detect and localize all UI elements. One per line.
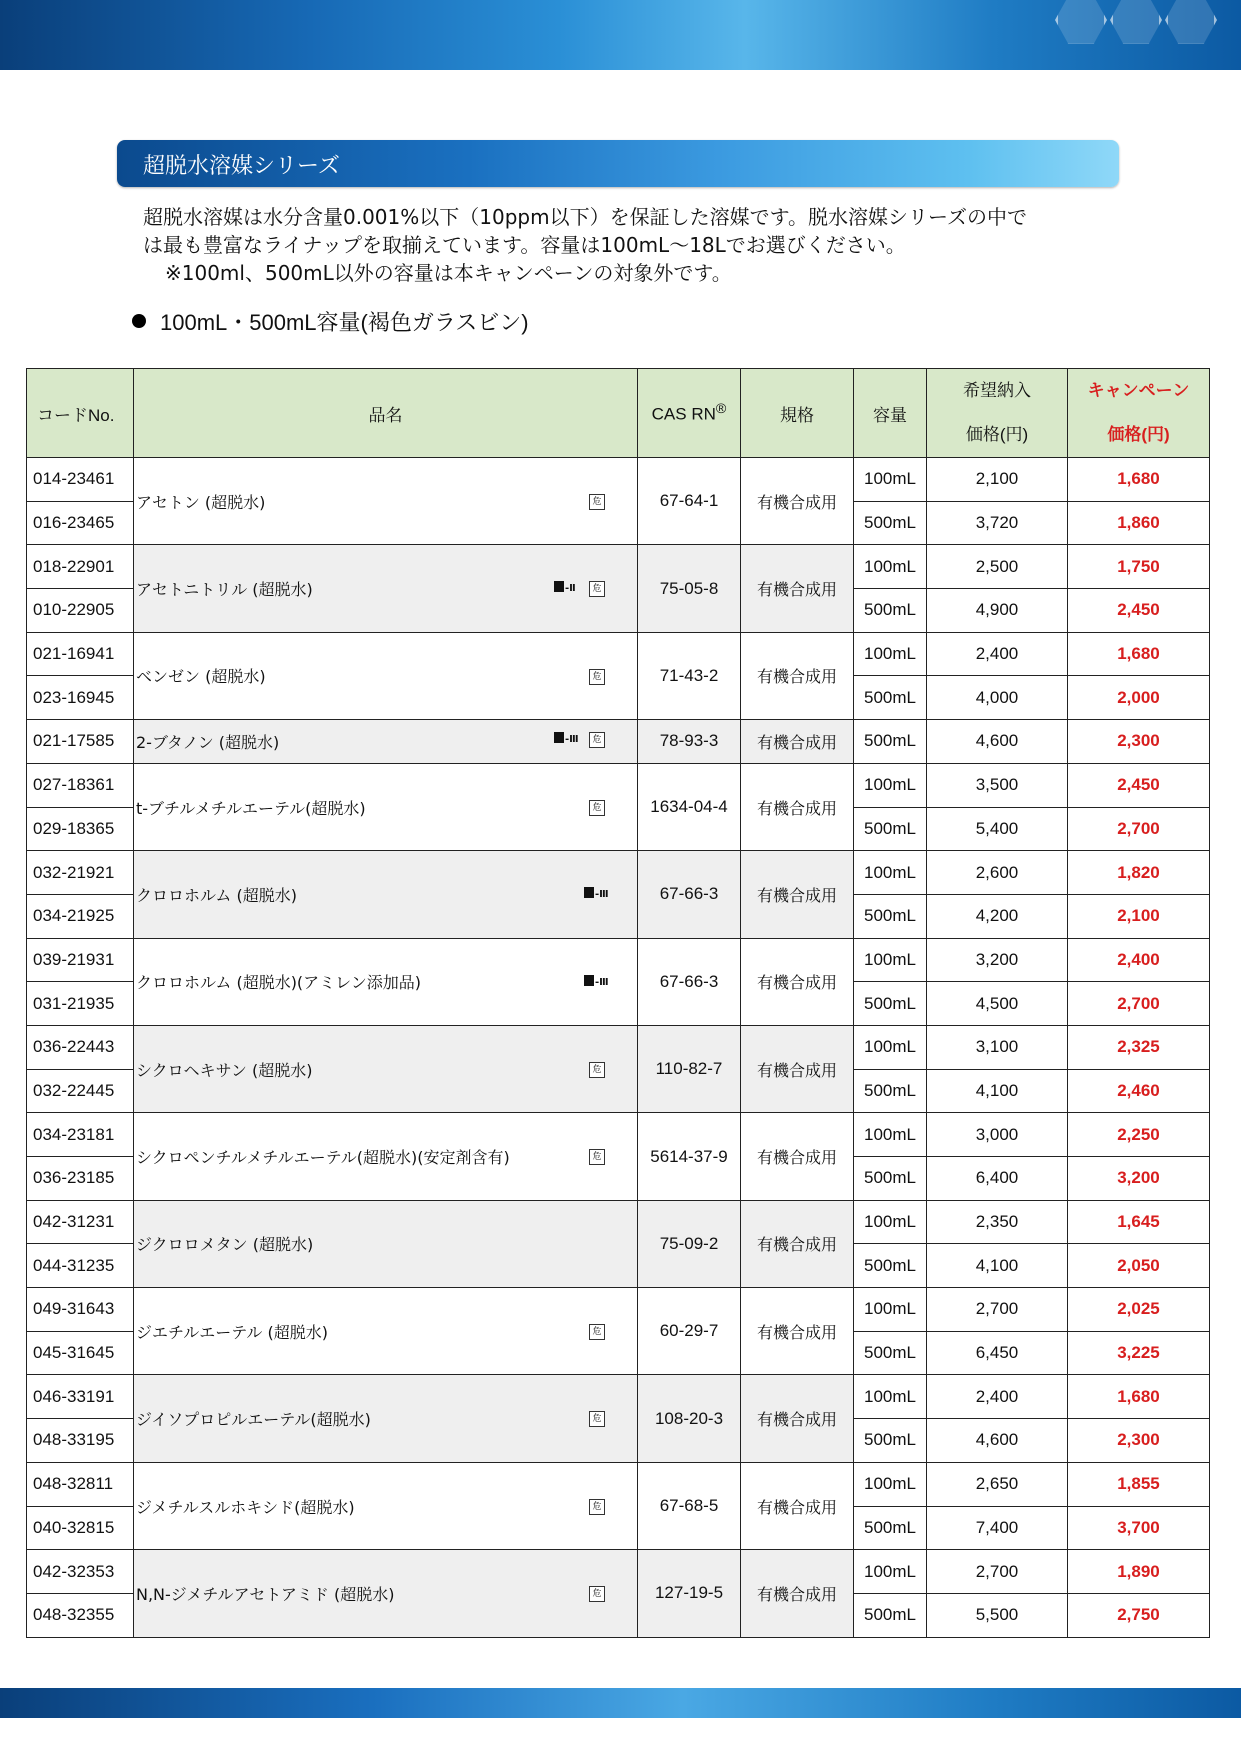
capacity-cell: 500mL bbox=[854, 1069, 927, 1113]
cas-cell: 78-93-3 bbox=[638, 720, 741, 764]
campaign-price-cell: 3,200 bbox=[1068, 1157, 1210, 1201]
list-price-cell: 3,100 bbox=[927, 1025, 1068, 1069]
law-mark-icon bbox=[584, 887, 609, 900]
campaign-price-cell: 2,700 bbox=[1068, 982, 1210, 1026]
campaign-price-cell: 1,645 bbox=[1068, 1200, 1210, 1244]
list-price-cell: 5,400 bbox=[927, 807, 1068, 851]
product-name: ジクロロメタン (超脱水) bbox=[136, 1235, 314, 1255]
capacity-cell: 100mL bbox=[854, 851, 927, 895]
code-cell: 039-21931 bbox=[27, 938, 134, 982]
code-cell: 049-31643 bbox=[27, 1288, 134, 1332]
header-list-price-line1: 希望納入 bbox=[963, 381, 1031, 400]
list-price-cell: 2,650 bbox=[927, 1462, 1068, 1506]
hazard-icon: 危 bbox=[589, 1149, 605, 1165]
law-mark-text: -Ⅱ bbox=[565, 583, 576, 595]
code-cell: 045-31645 bbox=[27, 1331, 134, 1375]
capacity-cell: 500mL bbox=[854, 1419, 927, 1463]
standard-cell: 有機合成用 bbox=[741, 1025, 854, 1112]
code-cell: 016-23465 bbox=[27, 501, 134, 545]
product-name-cell bbox=[134, 1375, 638, 1462]
hazard-icon: 危 bbox=[589, 800, 605, 816]
list-price-cell: 2,500 bbox=[927, 545, 1068, 589]
code-cell: 031-21935 bbox=[27, 982, 134, 1026]
list-price-cell: 2,350 bbox=[927, 1200, 1068, 1244]
campaign-price-cell: 2,325 bbox=[1068, 1025, 1210, 1069]
hazard-icon: 危 bbox=[589, 669, 605, 685]
subheading bbox=[132, 306, 529, 337]
campaign-price-cell: 3,700 bbox=[1068, 1506, 1210, 1550]
standard-cell: 有機合成用 bbox=[741, 1288, 854, 1375]
law-mark-icon bbox=[554, 732, 579, 745]
capacity-cell: 500mL bbox=[854, 501, 927, 545]
standard-cell: 有機合成用 bbox=[741, 720, 854, 764]
product-name: t-ブチルメチルエーテル(超脱水) bbox=[136, 798, 366, 818]
code-cell: 021-17585 bbox=[27, 720, 134, 764]
code-cell: 018-22901 bbox=[27, 545, 134, 589]
top-banner bbox=[0, 0, 1241, 70]
code-cell: 048-33195 bbox=[27, 1419, 134, 1463]
table-row bbox=[27, 1025, 1210, 1069]
product-name: アセトニトリル (超脱水) bbox=[136, 580, 313, 600]
hazard-icon: 危 bbox=[589, 732, 605, 748]
table-row bbox=[27, 1288, 1210, 1332]
list-price-cell: 6,450 bbox=[927, 1331, 1068, 1375]
capacity-cell: 100mL bbox=[854, 938, 927, 982]
list-price-cell: 4,100 bbox=[927, 1069, 1068, 1113]
cas-cell: 110-82-7 bbox=[638, 1025, 741, 1112]
code-cell: 046-33191 bbox=[27, 1375, 134, 1419]
product-name: シクロペンチルメチルエーテル(超脱水)(安定剤含有) bbox=[136, 1148, 510, 1167]
capacity-cell: 100mL bbox=[854, 1462, 927, 1506]
cas-cell: 67-66-3 bbox=[638, 938, 741, 1025]
cas-cell: 1634-04-4 bbox=[638, 763, 741, 850]
campaign-price-cell: 1,860 bbox=[1068, 501, 1210, 545]
campaign-price-cell: 2,300 bbox=[1068, 1419, 1210, 1463]
table-row bbox=[27, 1462, 1210, 1506]
table-row bbox=[27, 1113, 1210, 1157]
list-price-cell: 3,720 bbox=[927, 501, 1068, 545]
capacity-cell: 500mL bbox=[854, 807, 927, 851]
product-name-cell bbox=[134, 1288, 638, 1375]
capacity-cell: 100mL bbox=[854, 1550, 927, 1594]
bottom-banner bbox=[0, 1688, 1241, 1718]
list-price-cell: 2,400 bbox=[927, 632, 1068, 676]
product-name: ジエチルエーテル (超脱水) bbox=[136, 1322, 328, 1342]
header-list-price-line2: 価格(円) bbox=[965, 425, 1029, 444]
standard-cell: 有機合成用 bbox=[741, 1462, 854, 1549]
intro-line-2: は最も豊富なライナップを取揃えています。容量は100mL～18Lでお選びください。 bbox=[143, 233, 906, 257]
table-row bbox=[27, 720, 1210, 764]
code-cell: 042-31231 bbox=[27, 1200, 134, 1244]
capacity-cell: 500mL bbox=[854, 1506, 927, 1550]
capacity-cell: 500mL bbox=[854, 676, 927, 720]
code-cell: 034-23181 bbox=[27, 1113, 134, 1157]
campaign-price-cell: 2,700 bbox=[1068, 807, 1210, 851]
law-mark-text: -Ⅲ bbox=[595, 889, 609, 901]
campaign-price-cell: 1,750 bbox=[1068, 545, 1210, 589]
table-row bbox=[27, 1375, 1210, 1419]
capacity-cell: 500mL bbox=[854, 589, 927, 633]
header-campaign-line1: キャンペーン bbox=[1087, 381, 1190, 400]
cas-cell: 75-09-2 bbox=[638, 1200, 741, 1287]
table-row bbox=[27, 632, 1210, 676]
hazard-icon: 危 bbox=[589, 494, 605, 510]
list-price-cell: 2,100 bbox=[927, 458, 1068, 502]
hazard-icon: 危 bbox=[589, 1411, 605, 1427]
list-price-cell: 3,200 bbox=[927, 938, 1068, 982]
product-name-cell bbox=[134, 938, 638, 1025]
code-cell: 036-23185 bbox=[27, 1157, 134, 1201]
capacity-cell: 100mL bbox=[854, 545, 927, 589]
capacity-cell: 100mL bbox=[854, 458, 927, 502]
campaign-price-cell: 2,100 bbox=[1068, 894, 1210, 938]
cas-cell: 75-05-8 bbox=[638, 545, 741, 632]
cas-cell: 67-64-1 bbox=[638, 458, 741, 545]
list-price-cell: 4,200 bbox=[927, 894, 1068, 938]
intro-line-3: ※100ml、500mL以外の容量は本キャンペーンの対象外です。 bbox=[165, 261, 732, 285]
standard-cell: 有機合成用 bbox=[741, 1375, 854, 1462]
list-price-cell: 4,600 bbox=[927, 1419, 1068, 1463]
code-cell: 040-32815 bbox=[27, 1506, 134, 1550]
campaign-price-cell: 2,025 bbox=[1068, 1288, 1210, 1332]
standard-cell: 有機合成用 bbox=[741, 763, 854, 850]
product-name: ジメチルスルホキシド(超脱水) bbox=[136, 1497, 355, 1517]
table-row bbox=[27, 763, 1210, 807]
campaign-price-cell: 2,000 bbox=[1068, 676, 1210, 720]
header-code: コードNo. bbox=[27, 369, 134, 458]
header-campaign-price bbox=[1068, 369, 1210, 458]
bullet-icon bbox=[132, 314, 146, 328]
campaign-price-cell: 2,050 bbox=[1068, 1244, 1210, 1288]
product-name: シクロヘキサン (超脱水) bbox=[136, 1060, 313, 1080]
list-price-cell: 5,500 bbox=[927, 1593, 1068, 1637]
list-price-cell: 4,100 bbox=[927, 1244, 1068, 1288]
cas-cell: 5614-37-9 bbox=[638, 1113, 741, 1200]
hazard-icon: 危 bbox=[589, 1586, 605, 1602]
list-price-cell: 3,000 bbox=[927, 1113, 1068, 1157]
product-name: クロロホルム (超脱水)(アミレン添加品) bbox=[136, 973, 422, 993]
list-price-cell: 2,700 bbox=[927, 1288, 1068, 1332]
header-capacity: 容量 bbox=[854, 369, 927, 458]
product-name: 2-ブタノン (超脱水) bbox=[136, 732, 280, 752]
standard-cell: 有機合成用 bbox=[741, 1200, 854, 1287]
code-cell: 021-16941 bbox=[27, 632, 134, 676]
list-price-cell: 2,400 bbox=[927, 1375, 1068, 1419]
section-title: 超脱水溶媒シリーズ bbox=[143, 154, 340, 179]
list-price-cell: 3,500 bbox=[927, 763, 1068, 807]
table-row bbox=[27, 938, 1210, 982]
intro-line-1: 超脱水溶媒は水分含量0.001%以下（10ppm以下）を保証した溶媒です。脱水溶媒シリーズの中で bbox=[143, 205, 1027, 229]
capacity-cell: 500mL bbox=[854, 1593, 927, 1637]
capacity-cell: 500mL bbox=[854, 720, 927, 764]
campaign-price-cell: 1,680 bbox=[1068, 632, 1210, 676]
code-cell: 029-18365 bbox=[27, 807, 134, 851]
code-cell: 048-32355 bbox=[27, 1593, 134, 1637]
subheading-text: 100mL・500mL容量(褐色ガラスビン) bbox=[160, 310, 529, 335]
standard-cell: 有機合成用 bbox=[741, 938, 854, 1025]
list-price-cell: 7,400 bbox=[927, 1506, 1068, 1550]
campaign-price-cell: 2,400 bbox=[1068, 938, 1210, 982]
standard-cell: 有機合成用 bbox=[741, 1113, 854, 1200]
product-name-cell bbox=[134, 763, 638, 850]
code-cell: 010-22905 bbox=[27, 589, 134, 633]
standard-cell: 有機合成用 bbox=[741, 632, 854, 719]
capacity-cell: 500mL bbox=[854, 1244, 927, 1288]
table-row bbox=[27, 851, 1210, 895]
cas-cell: 67-68-5 bbox=[638, 1462, 741, 1549]
campaign-price-cell: 1,820 bbox=[1068, 851, 1210, 895]
capacity-cell: 100mL bbox=[854, 1375, 927, 1419]
product-name-cell bbox=[134, 458, 638, 545]
code-cell: 032-22445 bbox=[27, 1069, 134, 1113]
registered-mark: ® bbox=[715, 401, 727, 418]
header-campaign-line2: 価格(円) bbox=[1107, 425, 1170, 444]
list-price-cell: 4,600 bbox=[927, 720, 1068, 764]
cas-cell: 108-20-3 bbox=[638, 1375, 741, 1462]
capacity-cell: 500mL bbox=[854, 1157, 927, 1201]
standard-cell: 有機合成用 bbox=[741, 1550, 854, 1637]
cas-cell: 60-29-7 bbox=[638, 1288, 741, 1375]
product-name-cell bbox=[134, 545, 638, 632]
table-row bbox=[27, 1200, 1210, 1244]
product-name: ベンゼン (超脱水) bbox=[136, 667, 266, 687]
table-body bbox=[27, 458, 1210, 1638]
section-header-bar bbox=[117, 140, 1119, 187]
capacity-cell: 100mL bbox=[854, 1200, 927, 1244]
header-standard: 規格 bbox=[741, 369, 854, 458]
header-cas-label: CAS RN bbox=[651, 404, 716, 424]
list-price-cell: 2,600 bbox=[927, 851, 1068, 895]
campaign-price-cell: 2,250 bbox=[1068, 1113, 1210, 1157]
standard-cell: 有機合成用 bbox=[741, 545, 854, 632]
list-price-cell: 2,700 bbox=[927, 1550, 1068, 1594]
code-cell: 032-21921 bbox=[27, 851, 134, 895]
product-name: N,N-ジメチルアセトアミド (超脱水) bbox=[136, 1584, 395, 1604]
code-cell: 034-21925 bbox=[27, 894, 134, 938]
capacity-cell: 100mL bbox=[854, 1025, 927, 1069]
list-price-cell: 4,500 bbox=[927, 982, 1068, 1026]
campaign-price-cell: 3,225 bbox=[1068, 1331, 1210, 1375]
product-name-cell bbox=[134, 632, 638, 719]
intro-text bbox=[143, 203, 1123, 287]
capacity-cell: 100mL bbox=[854, 1113, 927, 1157]
list-price-cell: 4,900 bbox=[927, 589, 1068, 633]
product-name-cell bbox=[134, 720, 638, 764]
table-row bbox=[27, 545, 1210, 589]
cas-cell: 71-43-2 bbox=[638, 632, 741, 719]
code-cell: 036-22443 bbox=[27, 1025, 134, 1069]
product-name-cell bbox=[134, 1113, 638, 1200]
product-name: ジイソプロピルエーテル(超脱水) bbox=[136, 1410, 371, 1430]
standard-cell: 有機合成用 bbox=[741, 458, 854, 545]
code-cell: 044-31235 bbox=[27, 1244, 134, 1288]
product-name-cell bbox=[134, 1550, 638, 1637]
product-name-cell bbox=[134, 851, 638, 938]
campaign-price-cell: 1,890 bbox=[1068, 1550, 1210, 1594]
standard-cell: 有機合成用 bbox=[741, 851, 854, 938]
table-header-row bbox=[27, 369, 1210, 458]
hexagon-decoration bbox=[1165, 0, 1217, 46]
code-cell: 027-18361 bbox=[27, 763, 134, 807]
capacity-cell: 100mL bbox=[854, 1288, 927, 1332]
campaign-price-cell: 1,680 bbox=[1068, 458, 1210, 502]
law-mark-icon bbox=[554, 581, 576, 594]
hexagon-decoration bbox=[1055, 0, 1107, 46]
table-row bbox=[27, 458, 1210, 502]
law-mark-text: -Ⅲ bbox=[565, 734, 579, 746]
hazard-icon: 危 bbox=[589, 1324, 605, 1340]
campaign-price-cell: 2,750 bbox=[1068, 1593, 1210, 1637]
product-table bbox=[26, 368, 1210, 1638]
campaign-price-cell: 2,460 bbox=[1068, 1069, 1210, 1113]
header-name: 品名 bbox=[134, 369, 638, 458]
code-cell: 014-23461 bbox=[27, 458, 134, 502]
product-name-cell bbox=[134, 1200, 638, 1287]
product-name: アセトン (超脱水) bbox=[136, 492, 266, 512]
product-name-cell bbox=[134, 1025, 638, 1112]
capacity-cell: 500mL bbox=[854, 894, 927, 938]
product-name-cell bbox=[134, 1462, 638, 1549]
header-cas bbox=[638, 369, 741, 458]
capacity-cell: 500mL bbox=[854, 1331, 927, 1375]
list-price-cell: 4,000 bbox=[927, 676, 1068, 720]
code-cell: 023-16945 bbox=[27, 676, 134, 720]
code-cell: 042-32353 bbox=[27, 1550, 134, 1594]
hexagon-decoration bbox=[1110, 0, 1162, 46]
campaign-price-cell: 2,450 bbox=[1068, 763, 1210, 807]
code-cell: 048-32811 bbox=[27, 1462, 134, 1506]
header-list-price bbox=[927, 369, 1068, 458]
product-name: クロロホルム (超脱水) bbox=[136, 885, 297, 905]
campaign-price-cell: 1,680 bbox=[1068, 1375, 1210, 1419]
capacity-cell: 100mL bbox=[854, 632, 927, 676]
hazard-icon: 危 bbox=[589, 1062, 605, 1078]
cas-cell: 127-19-5 bbox=[638, 1550, 741, 1637]
capacity-cell: 500mL bbox=[854, 982, 927, 1026]
campaign-price-cell: 2,450 bbox=[1068, 589, 1210, 633]
cas-cell: 67-66-3 bbox=[638, 851, 741, 938]
hazard-icon: 危 bbox=[589, 581, 605, 597]
law-mark-text: -Ⅲ bbox=[595, 976, 609, 988]
list-price-cell: 6,400 bbox=[927, 1157, 1068, 1201]
hazard-icon: 危 bbox=[589, 1499, 605, 1515]
law-mark-icon bbox=[584, 975, 609, 988]
capacity-cell: 100mL bbox=[854, 763, 927, 807]
campaign-price-cell: 2,300 bbox=[1068, 720, 1210, 764]
campaign-price-cell: 1,855 bbox=[1068, 1462, 1210, 1506]
table-row bbox=[27, 1550, 1210, 1594]
